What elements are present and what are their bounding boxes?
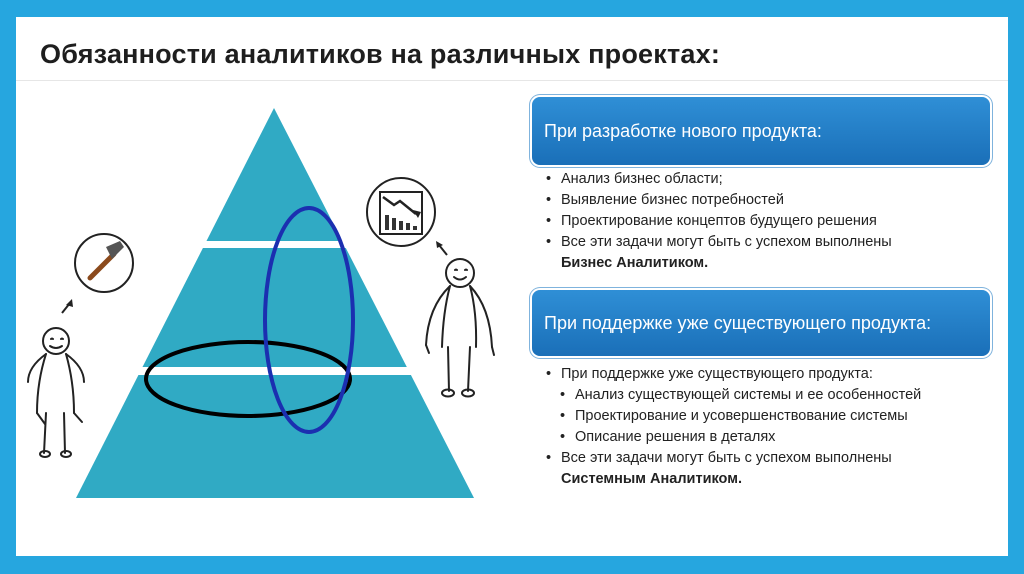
- list-item: [544, 448, 921, 490]
- existing-product-heading: При поддержке уже существующего продукта:: [544, 313, 932, 333]
- list-item-text: Все эти задачи могут быть с успехом выполнены: [561, 234, 892, 250]
- list-item: • Анализ бизнес области;: [544, 169, 892, 190]
- stick-figure-left: [28, 328, 84, 457]
- list-subitem: • Анализ существующей системы и ее особенностей: [544, 385, 921, 406]
- new-product-header: [532, 97, 990, 165]
- slide: [16, 17, 1008, 556]
- pyramid-base-mask: [16, 498, 526, 537]
- pyramid: [16, 108, 526, 537]
- title-divider: [16, 80, 1008, 81]
- pyramid-illustration: [16, 97, 526, 537]
- existing-product-list: [544, 364, 921, 490]
- list-subitem: • Проектирование и усовершенствование системы: [544, 406, 921, 427]
- business-analyst-emphasis: Бизнес Аналитиком.: [561, 255, 709, 271]
- list-item: [544, 232, 892, 274]
- list-item: • Проектирование концептов будущего решения: [544, 211, 892, 232]
- list-item: • Выявление бизнес потребностей: [544, 190, 892, 211]
- hammer-icon: [75, 234, 133, 292]
- list-item: • При поддержке уже существующего продукта:: [544, 364, 921, 385]
- system-analyst-emphasis: Системным Аналитиком.: [561, 471, 742, 487]
- pyramid-shape: [76, 108, 474, 498]
- list-subitem: • Описание решения в деталях: [544, 427, 921, 448]
- existing-product-header: [532, 290, 990, 356]
- stick-figure-right: [426, 259, 494, 397]
- chart-decline-icon: [367, 178, 435, 246]
- slide-title: Обязанности аналитиков на различных проектах:: [40, 39, 721, 69]
- new-product-list: [544, 169, 892, 274]
- new-product-heading: При разработке нового продукта:: [544, 121, 822, 141]
- list-item-text: Все эти задачи могут быть с успехом выполнены: [561, 450, 892, 466]
